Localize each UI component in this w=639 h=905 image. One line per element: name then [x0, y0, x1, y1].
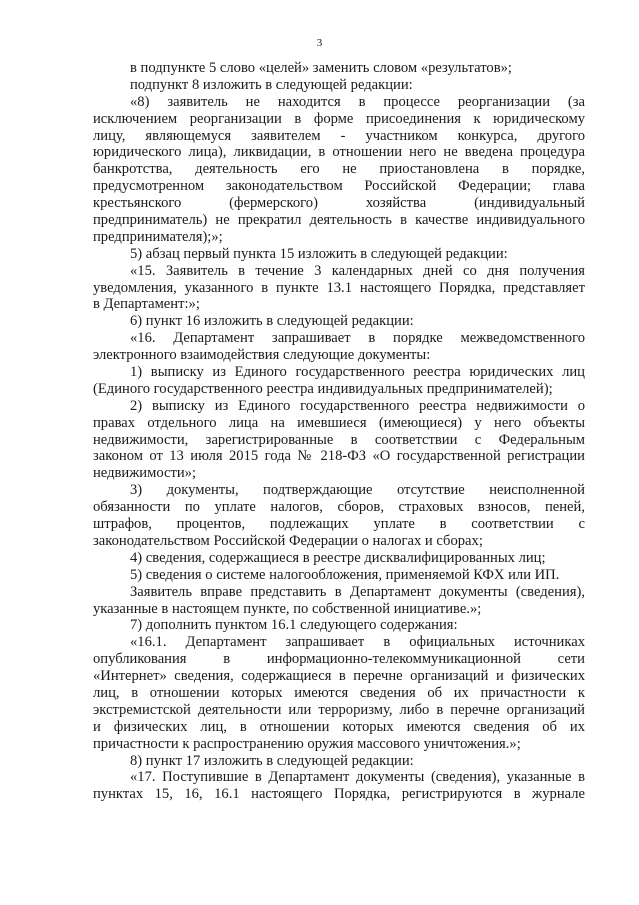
text-line: 6) пункт 16 изложить в следующей редакции:: [130, 313, 414, 330]
text-line: недвижимости»;: [93, 465, 197, 482]
text-line: в Департамент:»;: [93, 296, 200, 313]
text-line: причастности к распространению оружия массового уничтожения.»;: [93, 735, 521, 752]
text-line: 1) выписку из Единого государственного реестра юридических лиц: [130, 364, 585, 381]
text-line: 3) документы, подтверждающие отсутствие неисполненной: [130, 482, 585, 499]
text-line: лиц, в отношении которых имеются сведения об их причастности к: [93, 684, 585, 701]
text-line: юридического лица), ликвидации, в отношении него не введена процедура: [93, 144, 585, 161]
text-line: 8) пункт 17 изложить в следующей редакции:: [130, 752, 414, 769]
text-line: 5) абзац первый пункта 15 изложить в следующей редакции:: [130, 245, 508, 262]
text-line: «Интернет» сведения, содержащиеся в перечне организаций и физических: [93, 668, 585, 685]
text-line: законом от 13 июля 2015 года № 218-ФЗ «О государственной регистрации: [93, 448, 585, 465]
text-line: Заявитель вправе представить в Департамент документы (сведения),: [130, 583, 585, 600]
text-line: подпункт 8 изложить в следующей редакции:: [130, 76, 413, 93]
text-line: недвижимости, зарегистрированные в соответствии с Федеральным: [93, 431, 585, 448]
text-line: «17. Поступившие в Департамент документы (сведения), указанные в: [130, 769, 585, 786]
text-line: 5) сведения о системе налогообложения, применяемой КФХ или ИП.: [130, 566, 560, 583]
text-line: лицу, являющемуся заявителем - участником конкурса, другого: [93, 127, 585, 144]
text-line: 4) сведения, содержащиеся в реестре дисквалифицированных лиц;: [130, 549, 546, 566]
text-line: 7) дополнить пунктом 16.1 следующего содержания:: [130, 617, 458, 634]
document-body: [93, 60, 585, 803]
text-line: банкротства, деятельность его не приостановлена в порядке,: [93, 161, 585, 178]
text-line: 2) выписку из Единого государственного реестра недвижимости о: [130, 397, 585, 414]
text-line: указанные в настоящем пункте, по собственной инициативе.»;: [93, 600, 482, 617]
text-line: законодательством Российской Федерации о налогах и сборах;: [93, 532, 483, 549]
text-line: правах отдельного лица на имевшиеся (имеющиеся) у него объекты: [93, 414, 585, 431]
text-line: предусмотренном законодательством Российской Федерации; глава: [93, 178, 585, 195]
text-line: исключением реорганизации в форме присоединения к юридическому: [93, 110, 585, 127]
text-line: предпринимателя);»;: [93, 228, 223, 245]
text-line: экстремистской деятельности или терроризму, либо в перечне организаций: [93, 701, 585, 718]
text-line: «8) заявитель не находится в процессе реорганизации (за: [130, 93, 585, 110]
text-line: «16. Департамент запрашивает в порядке межведомственного: [130, 330, 585, 347]
text-line: в подпункте 5 слово «целей» заменить словом «результатов»;: [130, 60, 512, 76]
text-line: крестьянского (фермерского) хозяйства (индивидуальный: [93, 195, 585, 212]
text-line: опубликования в информационно-телекоммуникационной сети: [93, 651, 585, 668]
text-line: и физических лиц, в отношении которых имеются сведения об их: [93, 718, 585, 735]
text-line: «16.1. Департамент запрашивает в официальных источниках: [130, 634, 585, 651]
text-line: пунктах 15, 16, 16.1 настоящего Порядка, регистрируются в журнале: [93, 786, 585, 803]
text-line: электронного взаимодействия следующие документы:: [93, 347, 431, 364]
text-line: «15. Заявитель в течение 3 календарных дней со дня получения: [130, 262, 585, 279]
text-line: предприниматель) не прекратил деятельность в качестве индивидуального: [93, 212, 585, 229]
text-line: (Единого государственного реестра индивидуальных предпринимателей);: [93, 380, 553, 397]
text-line: штрафов, процентов, подлежащих уплате в соответствии с: [93, 516, 585, 533]
text-line: уведомления, указанного в пункте 13.1 настоящего Порядка, представляет: [93, 279, 585, 296]
page-number: 3: [316, 37, 323, 49]
text-line: обязанности по уплате налогов, сборов, страховых взносов, пеней,: [93, 499, 585, 516]
